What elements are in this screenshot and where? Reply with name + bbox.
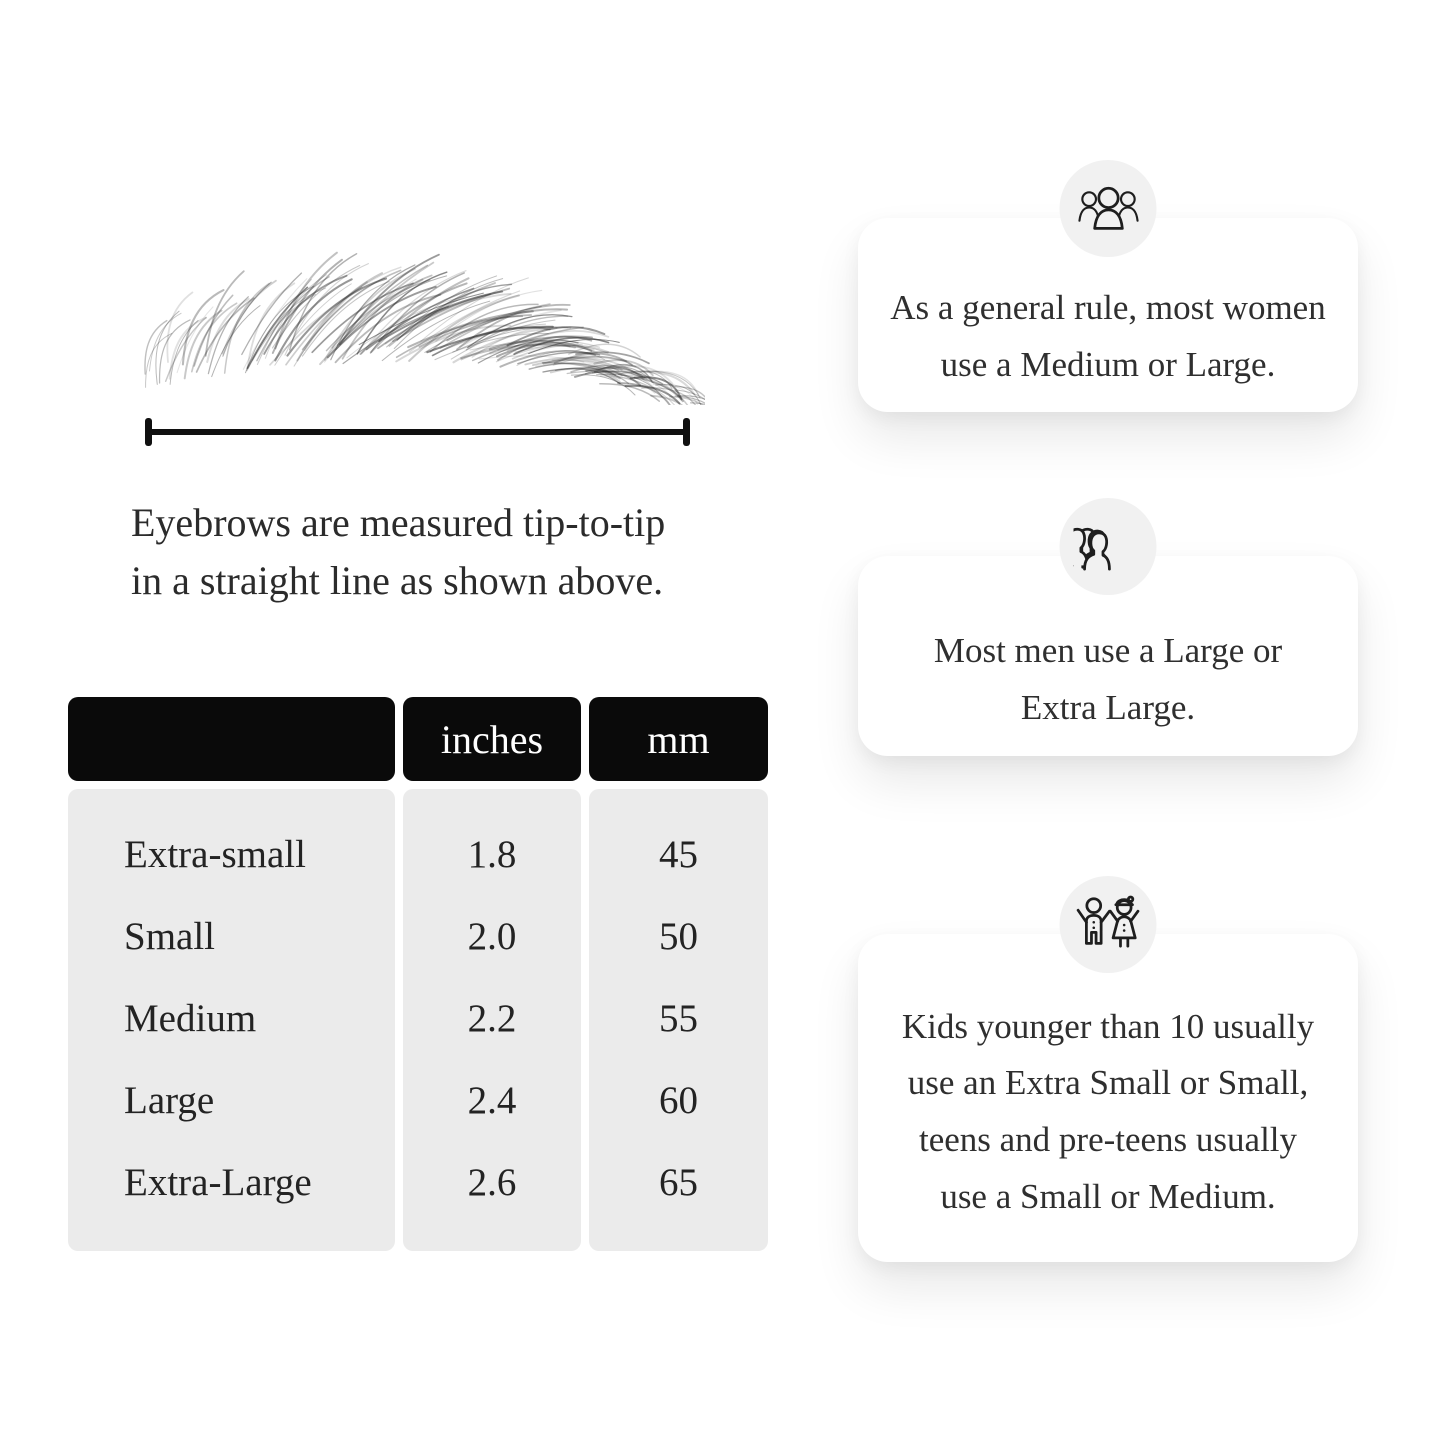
icon-badge (1060, 160, 1157, 257)
header-cell-inches: inches (403, 697, 581, 781)
mm-value: 50 (659, 914, 698, 958)
row-label: Large (124, 1078, 215, 1122)
eyebrow-sketch-svg (105, 215, 705, 405)
card-text: Kids younger than 10 usually use an Extra Small or Small, teens and pre-teens usually use a Small or Medium. (901, 1006, 1315, 1216)
info-card-women (858, 218, 1358, 412)
measure-right-tick (683, 418, 690, 446)
mm-value: 55 (659, 996, 698, 1040)
header-cell-mm: mm (589, 697, 768, 781)
header-cell-blank (68, 697, 395, 781)
measurement-caption (131, 494, 751, 610)
icon-badge (1060, 498, 1157, 595)
info-card-kids (858, 934, 1358, 1262)
size-name-column (68, 789, 395, 1251)
inches-value: 2.6 (467, 1160, 517, 1204)
card-text: As a general rule, most women use a Medium or Large. (890, 288, 1326, 384)
mm-value: 65 (659, 1160, 698, 1204)
measure-bar (147, 429, 688, 435)
card-text: Most men use a Large or Extra Large. (933, 631, 1283, 727)
kids-icon (1073, 895, 1143, 955)
inches-column (403, 789, 581, 1251)
women-group-icon (1073, 182, 1143, 236)
inches-value: 2.2 (467, 996, 517, 1040)
caption-line-1: Eyebrows are measured tip-to-tip (131, 500, 666, 545)
row-label: Small (124, 914, 216, 958)
inches-value: 2.0 (467, 914, 517, 958)
row-label: Extra-Large (124, 1160, 312, 1204)
icon-badge (1060, 876, 1157, 973)
inches-value: 2.4 (467, 1078, 517, 1122)
eyebrow-illustration (105, 215, 705, 405)
info-card-men (858, 556, 1358, 756)
men-group-icon (1073, 519, 1143, 575)
inches-value: 1.8 (467, 832, 517, 876)
measurement-line (147, 418, 688, 446)
caption-line-2: in a straight line as shown above. (131, 558, 664, 603)
row-label: Medium (124, 996, 257, 1040)
size-table-header (68, 697, 768, 781)
row-label: Extra-small (124, 832, 306, 876)
mm-value: 45 (659, 832, 698, 876)
mm-column (589, 789, 768, 1251)
size-table (68, 697, 768, 1251)
size-table-body (68, 789, 768, 1251)
mm-value: 60 (659, 1078, 698, 1122)
